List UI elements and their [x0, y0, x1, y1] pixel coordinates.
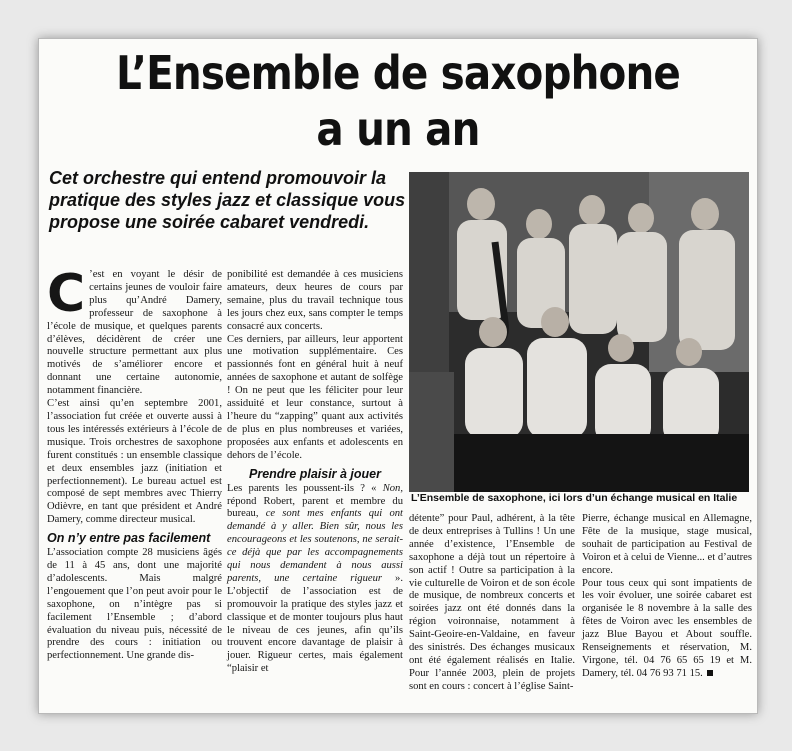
quote-run: Non,	[382, 482, 403, 494]
drop-cap: C	[47, 264, 86, 324]
intro-paragraph: ’est en voyant le désir de certains jeunes de vouloir faire plus qu’André Damery, professeur de saxophone à l’école de musique, et quelques parents d’élèves, décidèrent de créer une nouvelle structure permettant aux plus motivés de s’améliorer encore et donnant une certaine autonomie, notamment financière.	[47, 269, 222, 397]
paragraph: C’est ainsi qu’en septembre 2001, l’association fut créée et ouverte aussi à tous les intéressés extérieurs à l’école de musique. Trois orchestres de saxophone furent constitués : un ensemble classique et deux ensembles jazz (initiation et perfectionnement). Le bureau actuel est composé de sept membres avec Thierry Odièvre, en tant que président et André Damery, comme directeur musical.	[47, 398, 222, 526]
article-deck: Cet orchestre qui entend promouvoir la pratique des styles jazz et classique vous propose une soirée cabaret vendredi.	[49, 168, 406, 232]
headline-line-1: L’Ensemble de saxophone	[116, 46, 680, 100]
paragraph: Pierre, échange musical en Allemagne, Fête de la musique, stage musical, souhait de participation au Festival de Voiron et à celui de Vienne... et d’autres encore.	[582, 513, 752, 576]
paragraph: Ces derniers, par ailleurs, leur apportent une motivation supplémentaire. Ces passionnés font en général huit à neuf années de saxophone et autant de solfège ! On ne peut que les féliciter pour leur assiduité et leur constance, surtout à l’heure du “zapping” quant aux activités de plus en plus nombreuses et variées, proposées aux enfants et adolescents en dehors de l’école.	[227, 333, 403, 461]
paragraph: Pour tous ceux qui sont impatients de les voir évoluer, une soirée cabaret est organisée le 8 novembre à la salle des fêtes de Voiron avec les ensembles de jazz Blue Bayou et About souffle. Renseignements et réservation, M. Virgone, tél. 04 76 65 65 19 et M. Damery, tél. 04 76 93 71 15.	[582, 577, 752, 679]
text-run: répond Robert, parent et membre du bureau,	[227, 495, 403, 520]
subhead-pleasure: Prendre plaisir à jouer	[249, 466, 381, 481]
text-run: Les parents les poussent-ils ? «	[227, 482, 383, 494]
paragraph: L’association compte 28 musiciens âgés de 11 à 45 ans, dont une majorité d’adolescents. Mais malgré l’engouement que l’on peut avoir pour le saxophone, on n’intègre pas si facilement l’Ensemble ; d’abord évaluation du niveau puis, nécessité de prendre des cours : initiation ou perfectionnement. Une grande dis-	[47, 547, 222, 662]
paragraph: détente” pour Paul, adhérent, à la tête de deux entreprises à Tullins ! Un une année d’existence, l’Ensemble de saxophone a déjà tout un répertoire à son actif ! Outre sa participation à la vie culturelle de Voiron et de son école de musique, de nombreux concerts et soirées jazz ont été donnés dans la région voironnaise, notamment à Saint-Geoire-en-Valdaine, en faveur des sinistrés. Des échanges musicaux ont été également réalisés en Italie. Pour l’année 2003, plein de projets sont en cours : concert à l’église Saint-	[409, 513, 575, 692]
text-run: ». L’objectif de l’association est de promouvoir la pratique des styles jazz et classique et de monter toujours plus haut le niveau de ces jeunes, afin qu’ils trouvent encore davantage de plaisir à jouer. Rigueur certes, mais également “plaisir et	[227, 572, 403, 675]
subhead-entry: On n’y entre pas facilement	[47, 531, 211, 546]
column-3	[409, 513, 575, 694]
headline	[82, 45, 714, 157]
group-photo-illustration	[409, 172, 749, 492]
end-mark-icon	[707, 670, 713, 676]
column-4	[582, 513, 752, 681]
column-1	[47, 264, 222, 663]
quote-run: ce sont mes enfants qui ont demandé à y aller. Bien sûr, nous les encourageons et les soutenons, ne serait-ce déjà que par les accompagnements qui nous demandent à nous aussi parents, une certaine rigueur	[227, 508, 403, 584]
headline-line-2: a un an	[316, 102, 480, 156]
newspaper-clipping	[38, 38, 758, 714]
group-photo	[409, 172, 749, 492]
paragraph-quote	[227, 483, 403, 677]
paragraph: ponibilité est demandée à ces musiciens amateurs, deux heures de cours par semaine, plus du travail technique tous les jours chez eux, sans compter le temps consacré aux concerts.	[227, 269, 403, 332]
photo-caption: L’Ensemble de saxophone, ici lors d’un échange musical en Italie	[411, 492, 738, 504]
column-2	[227, 269, 403, 676]
